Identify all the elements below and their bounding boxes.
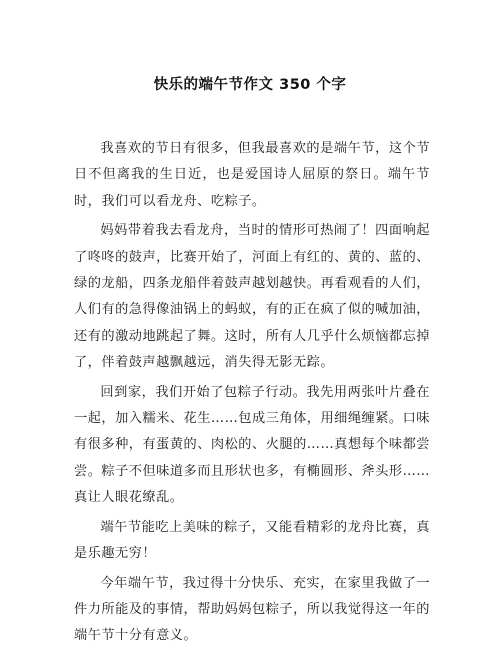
paragraph-5: 今年端午节，我过得十分快乐、充实，在家里我做了一件力所能及的事情，帮助妈妈包粽子，所以我觉得这一年的端午节十分有意义。 <box>74 575 430 644</box>
document-title: 快乐的端午节作文 350 个字 <box>153 77 347 93</box>
document-body <box>74 136 430 653</box>
paragraph-3: 回到家，我们开始了包粽子行动。我先用两张叶片叠在一起，加入糯米、花生……包成三角体，用细绳缠紧。口味有很多种，有蛋黄的、肉松的、火腿的……真想每个味都尝尝。粽子不但味道多而且形状也多，有椭圆形、斧头形……真让人眼花缭乱。 <box>74 384 430 506</box>
paragraph-4: 端午节能吃上美味的粽子，又能看精彩的龙舟比赛，真是乐趣无穷！ <box>74 519 430 562</box>
paragraph-1: 我喜欢的节日有很多，但我最喜欢的是端午节，这个节日不但离我的生日近，也是爱国诗人屈原的祭日。端午节时，我们可以看龙舟、吃粽子。 <box>74 141 430 209</box>
paragraph-2: 妈妈带着我去看龙舟，当时的情形可热闹了！四面响起了咚咚的鼓声，比赛开始了，河面上有红的、黄的、蓝的、绿的龙船，四条龙船伴着鼓声越划越快。再看观看的人们，人们有的急得像油锅上的蚂蚁，有的正在疯了似的喊加油，还有的激动地跳起了舞。这时，所有人几乎什么烦恼都忘掉了，伴着鼓声越飘越远，消失得无影无踪。 <box>74 223 430 371</box>
